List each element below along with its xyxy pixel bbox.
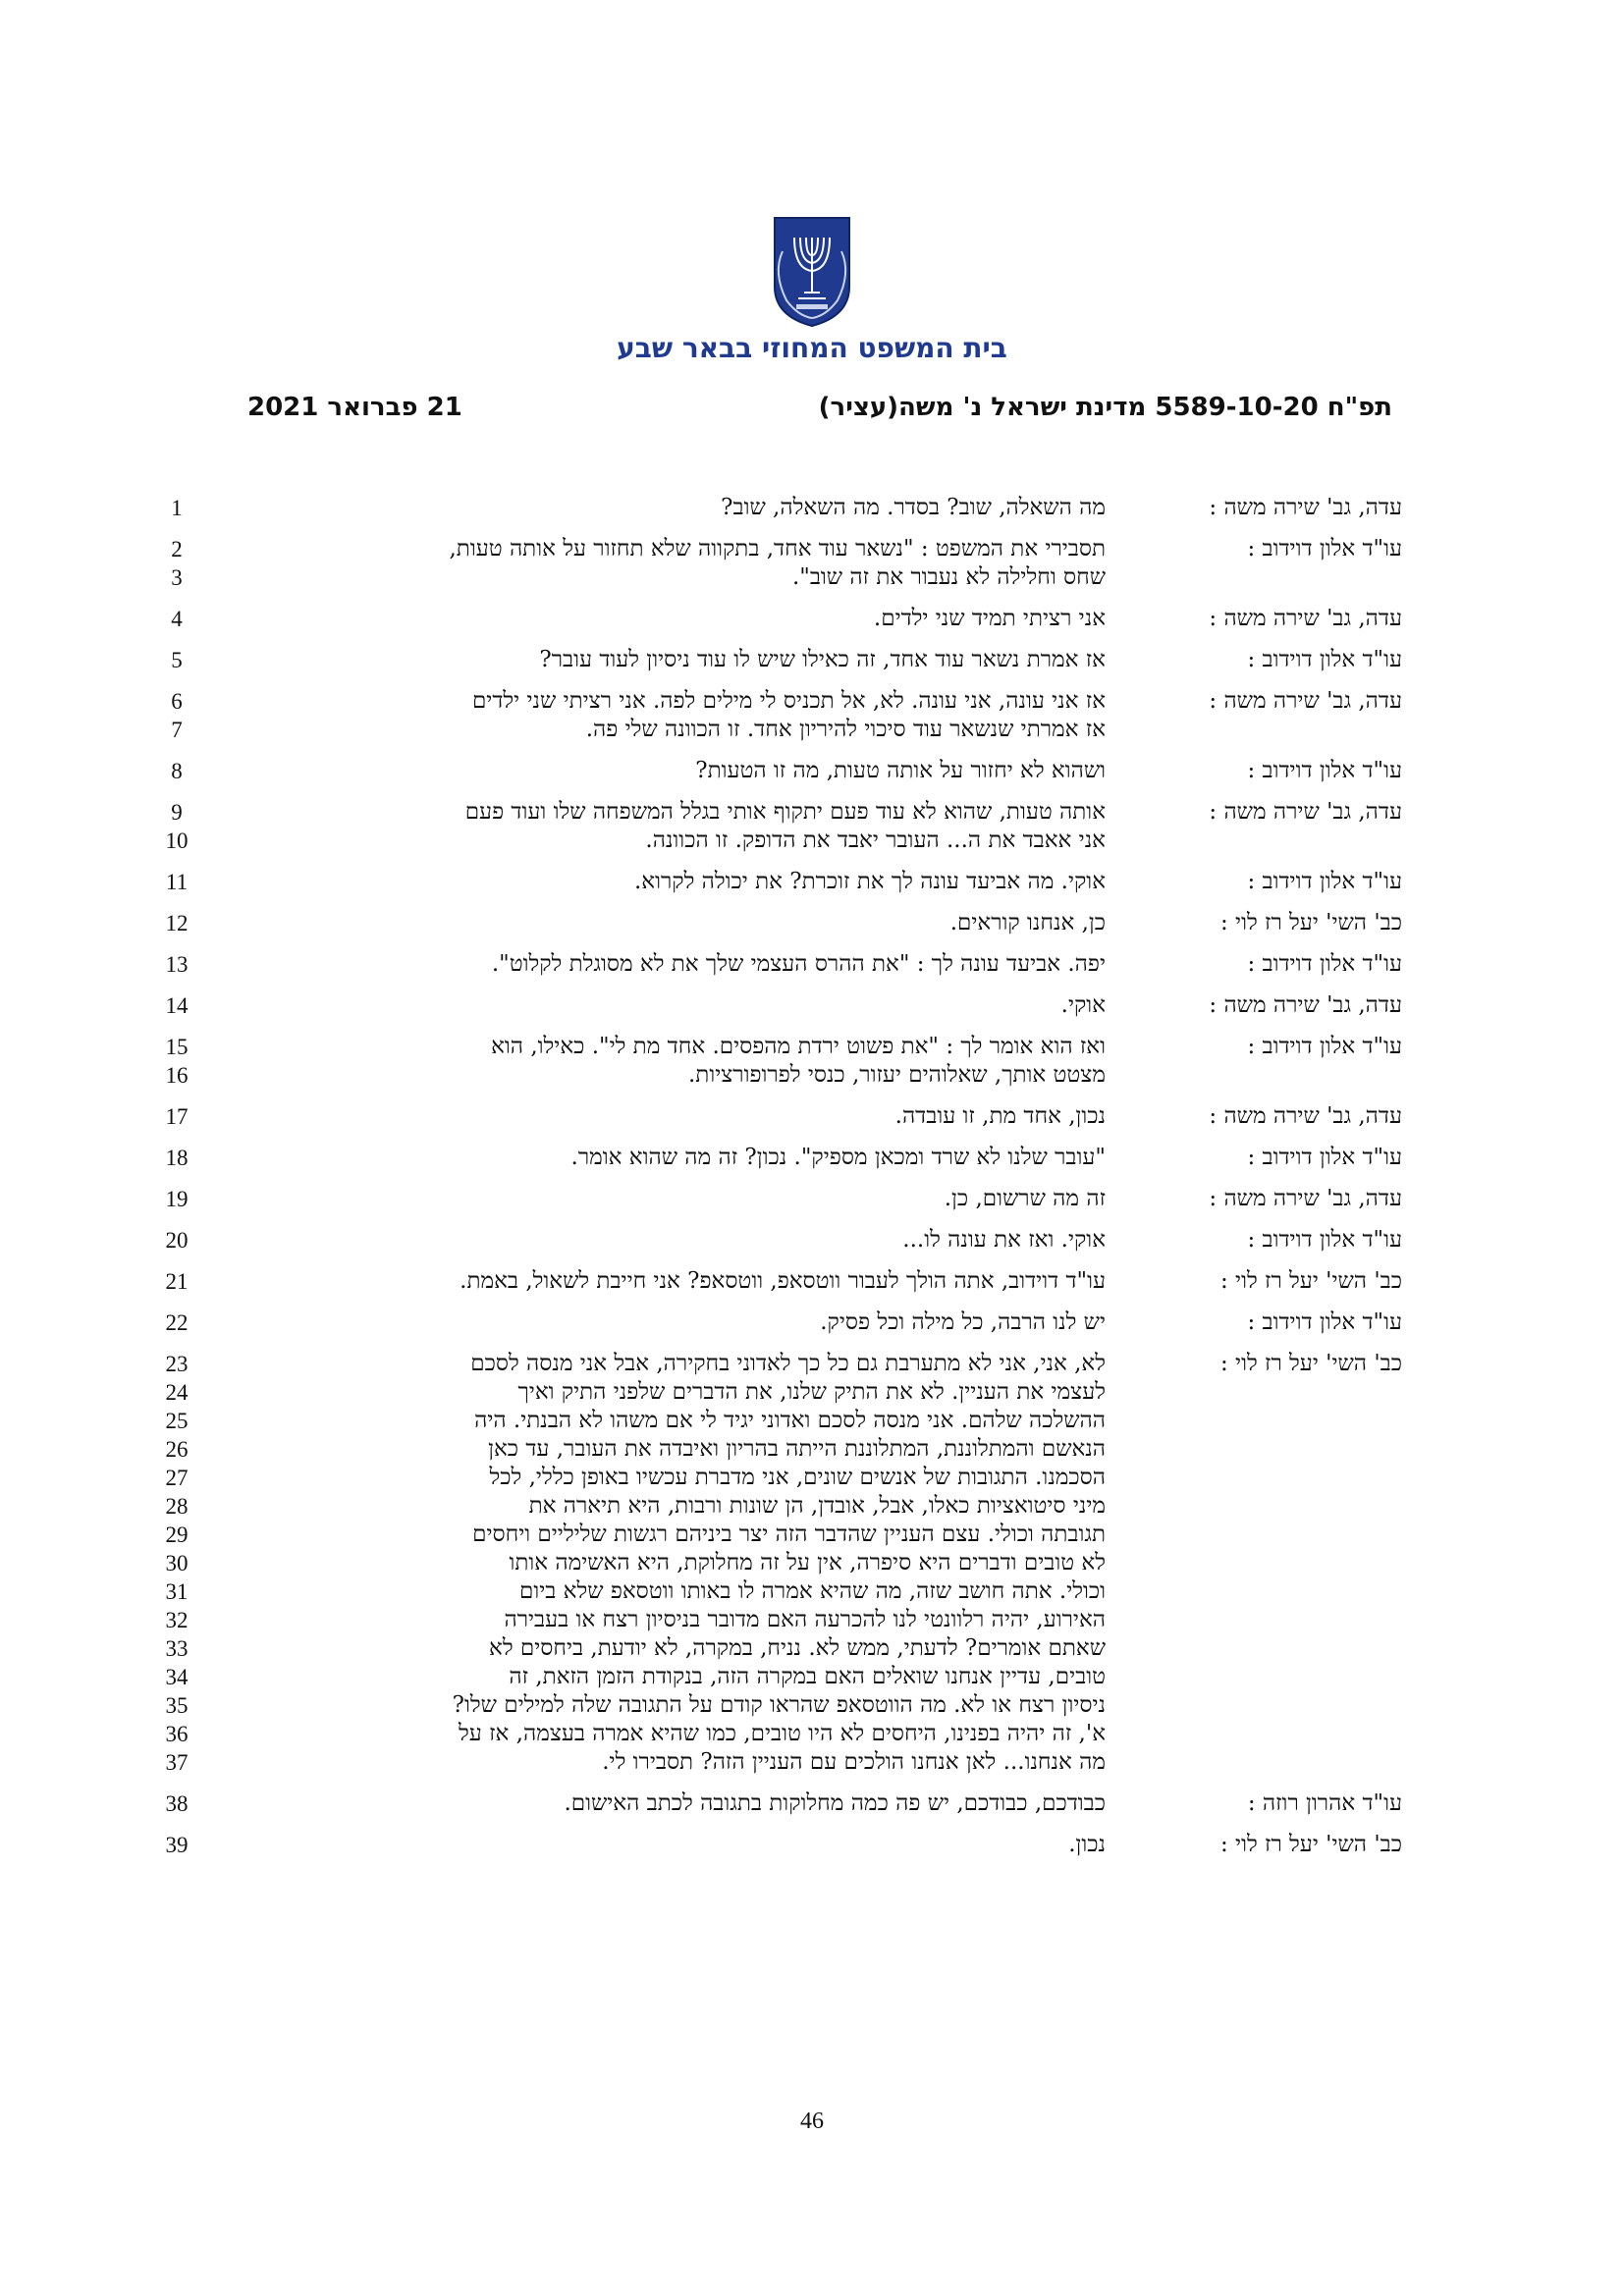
line-number: 14: [165, 993, 189, 1018]
speech-line: מצטט אותך, שאלוהים יעזור, כנסי לפרופורציות.: [687, 1062, 1106, 1088]
speaker-label: עו"ד אלון דוידוב :: [1247, 951, 1402, 977]
line-number: 8: [171, 759, 183, 783]
speech-line: אז אמרתי שנשאר עוד סיכוי להיריון אחד. זו הכוונה שלי פה.: [585, 717, 1106, 742]
line-number: 5: [171, 648, 183, 672]
line-numbers: [157, 687, 196, 744]
speaker-label: כב' השי' יעל רז לוי :: [1219, 910, 1402, 935]
line-number: 33: [165, 1636, 189, 1661]
line-number: 2: [171, 537, 183, 561]
transcript-entry: [0, 1226, 1624, 1255]
speech-text: [234, 1350, 1106, 1777]
speech-line: ושהוא לא יחזור על אותה טעות, מה זו הטעות?: [695, 758, 1106, 783]
line-number: 39: [165, 1833, 189, 1857]
transcript-entry: [0, 868, 1624, 896]
speech-line: כן, אנחנו קוראים.: [949, 910, 1106, 935]
line-number: 31: [165, 1579, 189, 1604]
line-numbers: [157, 1789, 196, 1818]
line-numbers: [157, 909, 196, 937]
speaker-label: עדה, גב' שירה משה :: [1209, 992, 1402, 1018]
line-number: 28: [165, 1494, 189, 1519]
speech-line: נכון, אחד מת, זו עובדה.: [894, 1103, 1106, 1129]
page-number: 46: [800, 2109, 824, 2134]
line-numbers: [157, 1831, 196, 1859]
line-number: 13: [165, 952, 189, 977]
speech-line: כבודכם, כבודכם, יש פה כמה מחלוקות בתגובה לכתב האישום.: [564, 1790, 1106, 1816]
speech-line: ניסיון רצח או לא. מה הווטסאפ שהראו קודם על התגובה שלה למילים שלו?: [452, 1692, 1106, 1718]
speech-line: תגובתה וכולי. עצם העניין שהדבר הזה יצר ביניהם רגשות שליליים ויחסים: [472, 1522, 1106, 1547]
speech-line: אני אאבד את ה... העובר יאבד את הדופק. זו הכוונה.: [645, 828, 1106, 853]
speaker-label: עו"ד אלון דוידוב :: [1247, 1034, 1402, 1059]
line-number: 16: [165, 1063, 189, 1088]
speech-line: "עובר שלנו לא שרד ומכאן מספיק". נכון? זה מה שהוא אומר.: [570, 1145, 1106, 1170]
line-numbers: [157, 1185, 196, 1213]
speech-line: אוקי. מה אביעד עונה לך את זוכרת? את יכולה לקרוא.: [633, 869, 1106, 894]
speech-text: [234, 1226, 1106, 1255]
line-numbers: [157, 605, 196, 633]
transcript-entry: [0, 535, 1624, 592]
line-number: 29: [165, 1522, 189, 1547]
speech-line: לעצמי את העניין. לא את התיק שלנו, את הדברים שלפני התיק ואיך: [517, 1379, 1106, 1405]
transcript-entry: [0, 1102, 1624, 1131]
line-number: 3: [171, 565, 183, 590]
speech-line: אני רציתי תמיד שני ילדים.: [873, 606, 1106, 631]
transcript-entry: [0, 991, 1624, 1020]
speaker-label: עדה, גב' שירה משה :: [1209, 495, 1402, 520]
speech-text: [234, 687, 1106, 744]
speech-text: [234, 1267, 1106, 1296]
line-numbers: [157, 1033, 196, 1090]
speech-text: [234, 950, 1106, 979]
speech-text: [234, 535, 1106, 592]
transcript-entry: [0, 646, 1624, 674]
speech-line: מיני סיטואציות כאלו, אבל, אובדן, הן שונות ורבות, היא תיארה את: [528, 1493, 1106, 1519]
speech-line: אז אמרת נשאר עוד אחד, זה כאילו שיש לו עוד ניסיון לעוד עובר?: [539, 647, 1106, 672]
speech-line: טובים, עדיין אנחנו שואלים האם במקרה הזה, בנקודת הזמן הזאת, זה: [509, 1664, 1106, 1689]
transcript: [0, 494, 1624, 1872]
speech-text: [234, 1185, 1106, 1213]
line-numbers: [157, 535, 196, 592]
transcript-entry: [0, 757, 1624, 785]
speech-line: לא, אני, אני לא מתערבת גם כל כך לאדוני בחקירה, אבל אני מנסה לסכם: [470, 1351, 1106, 1376]
speaker-label: עו"ד אלון דוידוב :: [1247, 536, 1402, 561]
speech-text: [234, 798, 1106, 855]
line-numbers: [157, 1144, 196, 1172]
speech-line: אוקי.: [1060, 992, 1106, 1018]
speech-text: [234, 605, 1106, 633]
transcript-entry: [0, 1350, 1624, 1777]
transcript-entry: [0, 1144, 1624, 1172]
speech-line: זה מה שרשום, כן.: [944, 1186, 1106, 1211]
transcript-entry: [0, 909, 1624, 937]
speaker-label: עו"ד אהרון רוזה :: [1247, 1790, 1402, 1816]
speaker-label: עו"ד אלון דוידוב :: [1247, 869, 1402, 894]
line-numbers: [157, 1308, 196, 1337]
line-number: 6: [171, 689, 183, 714]
transcript-entry: [0, 1185, 1624, 1213]
speech-line: שאתם אומרים? לדעתי, ממש לא. נניח, במקרה, לא יודעת, ביחסים לא: [489, 1635, 1106, 1661]
line-numbers: [157, 646, 196, 674]
line-number: 23: [165, 1352, 189, 1376]
speaker-label: עדה, גב' שירה משה :: [1209, 688, 1402, 714]
speech-line: האירוע, יהיה רלוונטי לנו להכרעה האם מדובר בניסיון רצח או בעבירה: [504, 1607, 1106, 1632]
speech-line: הנאשם והמתלוננת, המתלוננת הייתה בהריון ואיבדה את העובר, עד כאן: [488, 1436, 1106, 1462]
case-title: תפ"ח 5589-10-20 מדינת ישראל נ' משה(עציר): [818, 393, 1392, 422]
line-number: 17: [165, 1104, 189, 1129]
speaker-label: עדה, גב' שירה משה :: [1209, 1103, 1402, 1129]
line-numbers: [157, 1102, 196, 1131]
line-numbers: [157, 757, 196, 785]
line-number: 20: [165, 1228, 189, 1253]
line-number: 25: [165, 1409, 189, 1433]
speech-text: [234, 757, 1106, 785]
speaker-label: עו"ד אלון דוידוב :: [1247, 1309, 1402, 1335]
line-numbers: [157, 950, 196, 979]
line-number: 12: [165, 911, 189, 935]
line-numbers: [157, 1267, 196, 1296]
transcript-entry: [0, 605, 1624, 633]
state-emblem-icon: [769, 214, 855, 330]
speech-line: יפה. אביעד עונה לך : "את ההרס העצמי שלך את לא מסוגלת לקלוט".: [491, 951, 1106, 977]
line-number: 34: [165, 1665, 189, 1689]
speech-line: יש לנו הרבה, כל מילה וכל פסיק.: [820, 1309, 1106, 1335]
line-numbers: [157, 1226, 196, 1255]
line-numbers: [157, 1350, 196, 1777]
speech-text: [234, 494, 1106, 522]
speech-line: נכון.: [1068, 1832, 1106, 1857]
speech-line: תסבירי את המשפט : "נשאר עוד אחד, בתקווה שלא תחזור על אותה טעות,: [449, 536, 1106, 561]
line-number: 37: [165, 1750, 189, 1775]
line-number: 4: [171, 607, 183, 631]
line-number: 27: [165, 1466, 189, 1490]
line-number: 18: [165, 1146, 189, 1170]
speaker-label: עו"ד אלון דוידוב :: [1247, 1145, 1402, 1170]
speaker-label: עדה, גב' שירה משה :: [1209, 1186, 1402, 1211]
line-number: 38: [165, 1791, 189, 1816]
speaker-label: עדה, גב' שירה משה :: [1209, 606, 1402, 631]
speech-text: [234, 646, 1106, 674]
speaker-label: עו"ד אלון דוידוב :: [1247, 647, 1402, 672]
transcript-entry: [0, 1267, 1624, 1296]
line-number: 11: [165, 870, 189, 894]
line-numbers: [157, 991, 196, 1020]
speech-line: א', זה יהיה בפנינו, היחסים לא היו טובים, כמו שהיא אמרה בעצמה, אז על: [459, 1721, 1106, 1746]
speaker-label: עדה, גב' שירה משה :: [1209, 799, 1402, 825]
line-number: 19: [165, 1187, 189, 1211]
speaker-label: כב' השי' יעל רז לוי :: [1219, 1832, 1402, 1857]
speech-line: וכולי. אתה חושב שזה, מה שהיא אמרה לו באותו ווטסאפ שלא ביום: [519, 1578, 1106, 1604]
transcript-entry: [0, 950, 1624, 979]
speech-line: שחס וחלילה לא נעבור את זה שוב".: [791, 564, 1106, 590]
speaker-label: כב' השי' יעל רז לוי :: [1219, 1268, 1402, 1294]
speech-line: ההשלכה שלהם. אני מנסה לסכם ואדוני יגיד לי אם משהו לא הבנתי. היה: [474, 1408, 1106, 1433]
speech-text: [234, 1144, 1106, 1172]
line-number: 1: [171, 496, 183, 520]
transcript-entry: [0, 494, 1624, 522]
transcript-entry: [0, 1033, 1624, 1090]
line-number: 26: [165, 1437, 189, 1462]
court-name: בית המשפט המחוזי בבאר שבע: [617, 332, 1007, 364]
speech-text: [234, 1102, 1106, 1131]
hearing-date: 21 פברואר 2021: [247, 393, 462, 422]
line-number: 21: [165, 1269, 189, 1294]
speaker-label: עו"ד אלון דוידוב :: [1247, 1227, 1402, 1253]
speech-line: ואז הוא אומר לך : "את פשוט ירדת מהפסים. אחד מת לי". כאילו, הוא: [491, 1034, 1106, 1059]
speech-text: [234, 1789, 1106, 1818]
speech-line: אוקי. ואז את עונה לו...: [902, 1227, 1106, 1253]
speech-line: אותה טעות, שהוא לא עוד פעם יתקוף אותי בגלל המשפחה שלו ועוד פעם: [464, 799, 1106, 825]
speech-line: אז אני עונה, אני עונה. לא, אל תכניס לי מילים לפה. אני רציתי שני ילדים: [471, 688, 1106, 714]
speaker-label: עו"ד אלון דוידוב :: [1247, 758, 1402, 783]
transcript-entry: [0, 1789, 1624, 1818]
transcript-entry: [0, 1308, 1624, 1337]
line-number: 7: [171, 718, 183, 742]
speech-line: עו"ד דוידוב, אתה הולך לעבור ווטסאפ, ווטסאפ? אני חייבת לשאול, באמת.: [460, 1268, 1106, 1294]
transcript-entry: [0, 798, 1624, 855]
speech-text: [234, 909, 1106, 937]
line-numbers: [157, 798, 196, 855]
speech-text: [234, 1308, 1106, 1337]
line-number: 9: [171, 800, 183, 825]
line-number: 15: [165, 1035, 189, 1059]
line-numbers: [157, 868, 196, 896]
speech-text: [234, 1033, 1106, 1090]
speech-line: מה אנחנו... לאן אנחנו הולכים עם העניין הזה? תסבירו לי.: [602, 1749, 1106, 1775]
speech-line: מה השאלה, שוב? בסדר. מה השאלה, שוב?: [721, 495, 1106, 520]
speech-text: [234, 868, 1106, 896]
transcript-entry: [0, 1831, 1624, 1859]
line-number: 22: [165, 1310, 189, 1335]
line-number: 36: [165, 1722, 189, 1746]
speech-line: לא טובים ודברים היא סיפרה, אין על זה מחלוקת, היא האשימה אותו: [509, 1550, 1106, 1575]
speech-line: הסכמנו. התגובות של אנשים שונים, אני מדברת עכשיו באופן כללי, לכל: [489, 1465, 1106, 1490]
transcript-entry: [0, 687, 1624, 744]
line-number: 32: [165, 1608, 189, 1632]
line-number: 10: [165, 828, 189, 853]
speaker-label: כב' השי' יעל רז לוי :: [1219, 1351, 1402, 1376]
speech-text: [234, 1831, 1106, 1859]
line-number: 30: [165, 1551, 189, 1575]
line-number: 35: [165, 1693, 189, 1718]
speech-text: [234, 991, 1106, 1020]
line-numbers: [157, 494, 196, 522]
line-number: 24: [165, 1380, 189, 1405]
